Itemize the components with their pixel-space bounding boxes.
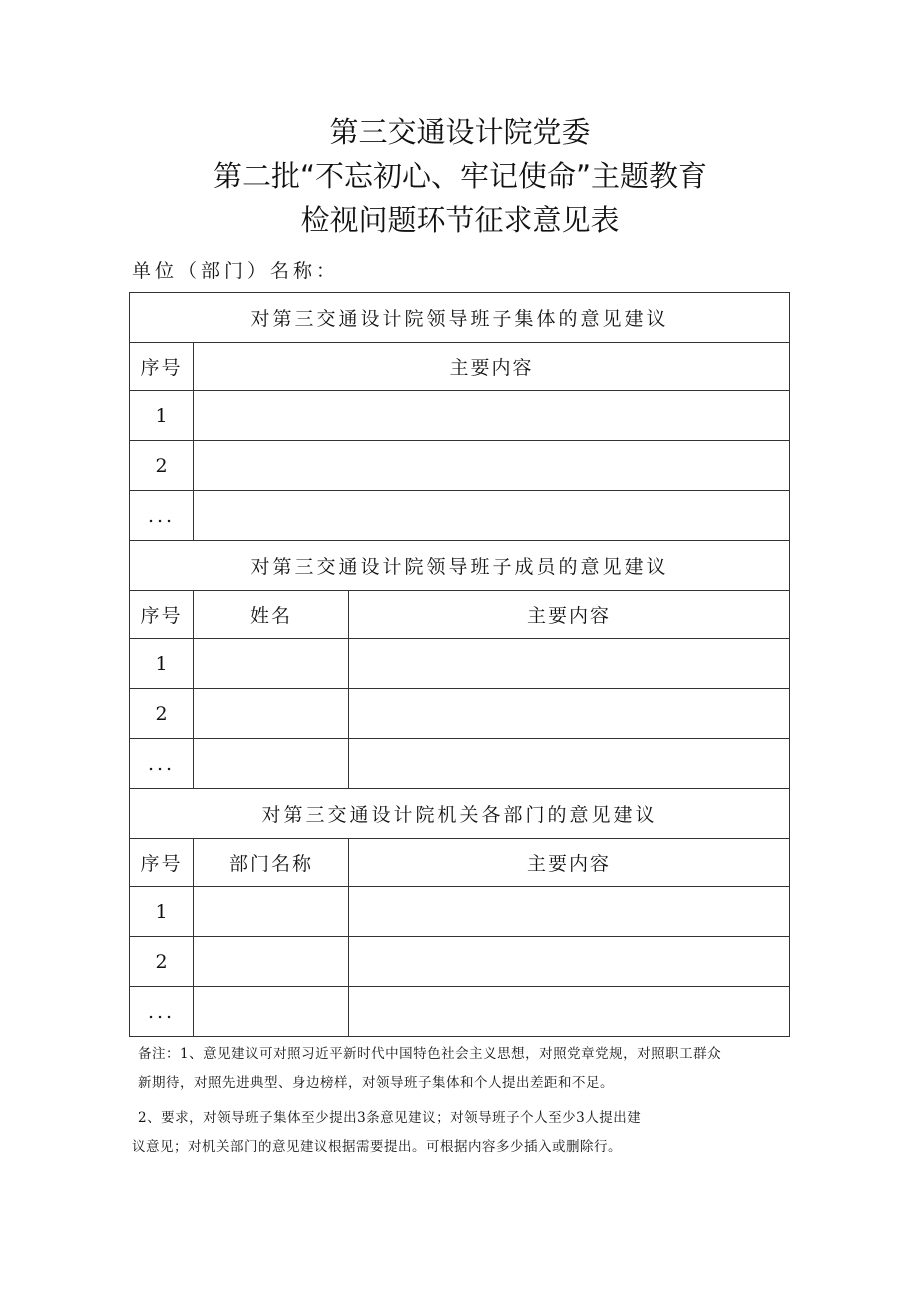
content-cell[interactable] bbox=[194, 491, 790, 541]
table-row bbox=[130, 391, 790, 441]
table-row bbox=[130, 441, 790, 491]
note-2-line-1: 2、要求，对领导班子集体至少提出3条意见建议；对领导班子个人至少3人提出建 bbox=[138, 1110, 642, 1126]
note-1-line-2: 新期待，对照先进典型、身边榜样，对领导班子集体和个人提出差距和不足。 bbox=[138, 1075, 614, 1091]
row-index: 1 bbox=[130, 391, 194, 441]
table-row bbox=[130, 739, 790, 789]
section-1-col-index: 序号 bbox=[130, 343, 194, 391]
note-1-line-1: 备注：1、意见建议可对照习近平新时代中国特色社会主义思想，对照党章党规，对照职工群众 bbox=[138, 1046, 722, 1062]
section-1-col-content: 主要内容 bbox=[194, 343, 790, 391]
row-index: ... bbox=[130, 987, 194, 1037]
table-row bbox=[130, 689, 790, 739]
department-cell[interactable] bbox=[194, 937, 349, 987]
department-cell[interactable] bbox=[194, 887, 349, 937]
title-line-2: 第二批“不忘初心、牢记使命”主题教育 bbox=[212, 159, 708, 193]
title-line-3: 检视问题环节征求意见表 bbox=[300, 203, 620, 237]
content-cell[interactable] bbox=[349, 739, 790, 789]
section-3-col-content: 主要内容 bbox=[349, 839, 790, 887]
content-cell[interactable] bbox=[349, 987, 790, 1037]
feedback-form-table bbox=[129, 292, 790, 1037]
row-index: ... bbox=[130, 739, 194, 789]
content-cell[interactable] bbox=[194, 391, 790, 441]
section-2-col-name: 姓名 bbox=[194, 591, 349, 639]
section-2-heading: 对第三交通设计院领导班子成员的意见建议 bbox=[130, 541, 790, 591]
row-index: 1 bbox=[130, 887, 194, 937]
unit-name-label: 单位（部门）名称： bbox=[132, 260, 340, 282]
row-index: 2 bbox=[130, 441, 194, 491]
section-3-heading: 对第三交通设计院机关各部门的意见建议 bbox=[130, 789, 790, 839]
content-cell[interactable] bbox=[349, 887, 790, 937]
section-2-col-content: 主要内容 bbox=[349, 591, 790, 639]
note-2-line-2: 议意见；对机关部门的意见建议根据需要提出。可根据内容多少插入或删除行。 bbox=[132, 1139, 622, 1155]
row-index: 1 bbox=[130, 639, 194, 689]
row-index: 2 bbox=[130, 937, 194, 987]
title-line-1: 第三交通设计院党委 bbox=[329, 115, 591, 149]
section-1-column-header-row bbox=[130, 343, 790, 391]
name-cell[interactable] bbox=[194, 689, 349, 739]
content-cell[interactable] bbox=[349, 689, 790, 739]
notes-block bbox=[132, 1040, 772, 1162]
content-cell[interactable] bbox=[349, 639, 790, 689]
row-index: ... bbox=[130, 491, 194, 541]
section-2-heading-row bbox=[130, 541, 790, 591]
section-1-heading: 对第三交通设计院领导班子集体的意见建议 bbox=[130, 293, 790, 343]
table-row bbox=[130, 639, 790, 689]
table-row bbox=[130, 987, 790, 1037]
section-3-col-department: 部门名称 bbox=[194, 839, 349, 887]
name-cell[interactable] bbox=[194, 639, 349, 689]
section-3-col-index: 序号 bbox=[130, 839, 194, 887]
section-2-column-header-row bbox=[130, 591, 790, 639]
content-cell[interactable] bbox=[349, 937, 790, 987]
table-row bbox=[130, 937, 790, 987]
section-3-heading-row bbox=[130, 789, 790, 839]
name-cell[interactable] bbox=[194, 739, 349, 789]
department-cell[interactable] bbox=[194, 987, 349, 1037]
row-index: 2 bbox=[130, 689, 194, 739]
table-row bbox=[130, 887, 790, 937]
section-3-column-header-row bbox=[130, 839, 790, 887]
content-cell[interactable] bbox=[194, 441, 790, 491]
document-title bbox=[0, 110, 920, 242]
section-2-col-index: 序号 bbox=[130, 591, 194, 639]
table-row bbox=[130, 491, 790, 541]
section-1-heading-row bbox=[130, 293, 790, 343]
